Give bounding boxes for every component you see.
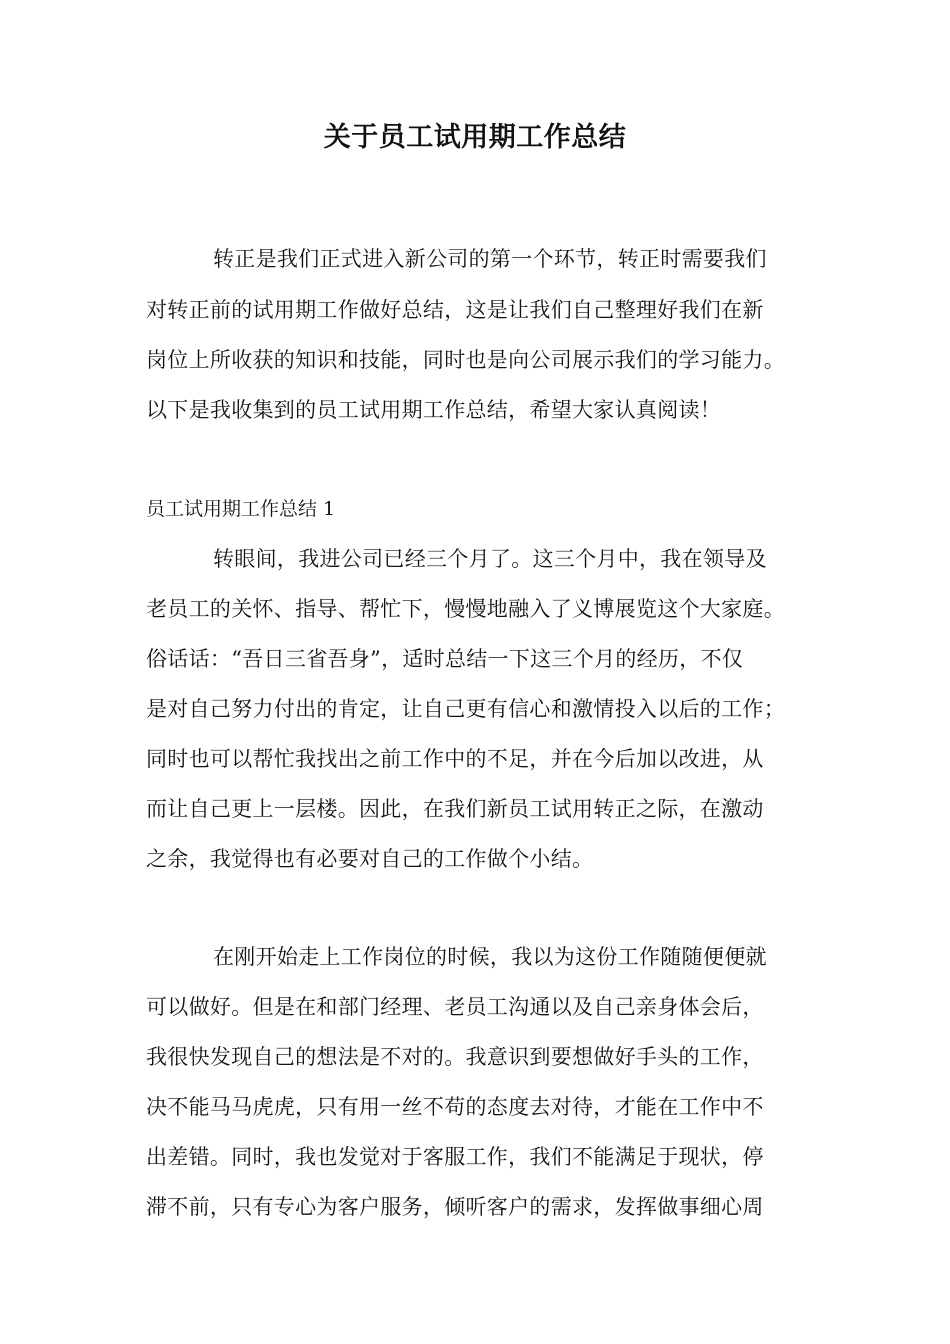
paragraph-line: 出差错。同时，我也发觉对于客服工作，我们不能满足于现状，停 xyxy=(146,1145,764,1169)
intro-line: 以下是我收集到的员工试用期工作总结，希望大家认真阅读！ xyxy=(146,398,722,422)
document-title: 关于员工试用期工作总结 xyxy=(323,122,627,153)
paragraph-line: 老员工的关怀、指导、帮忙下，慢慢地融入了义博展览这个大家庭。 xyxy=(146,597,785,621)
paragraph-line: 是对自己努力付出的肯定，让自己更有信心和激情投入以后的工作； xyxy=(146,697,785,721)
paragraph-line: 决不能马马虎虎，只有用一丝不苟的态度去对待，才能在工作中不 xyxy=(146,1095,764,1119)
paragraph-line: 可以做好。但是在和部门经理、老员工沟通以及自己亲身体会后， xyxy=(146,995,764,1019)
paragraph-line: 俗话话：“吾日三省吾身”，适时总结一下这三个月的经历，不仅 xyxy=(146,647,744,671)
intro-line: 对转正前的试用期工作做好总结，这是让我们自己整理好我们在新 xyxy=(146,298,764,322)
paragraph-line: 之余，我觉得也有必要对自己的工作做个小结。 xyxy=(146,847,594,871)
section-heading: 员工试用期工作总结 1 xyxy=(146,498,336,520)
paragraph-line: 我很快发现自己的想法是不对的。我意识到要想做好手头的工作， xyxy=(146,1045,764,1069)
intro-line: 岗位上所收获的知识和技能，同时也是向公司展示我们的学习能力。 xyxy=(146,348,785,372)
paragraph-line: 而让自己更上一层楼。因此，在我们新员工试用转正之际，在激动 xyxy=(146,797,764,821)
paragraph-line: 转眼间，我进公司已经三个月了。这三个月中，我在领导及 xyxy=(213,547,767,571)
paragraph-line: 同时也可以帮忙我找出之前工作中的不足，并在今后加以改进，从 xyxy=(146,747,764,771)
paragraph-line: 在刚开始走上工作岗位的时候，我以为这份工作随随便便就 xyxy=(213,945,767,969)
paragraph-line: 滞不前，只有专心为客户服务，倾听客户的需求，发挥做事细心周 xyxy=(146,1195,764,1219)
intro-line: 转正是我们正式进入新公司的第一个环节，转正时需要我们 xyxy=(213,247,767,271)
